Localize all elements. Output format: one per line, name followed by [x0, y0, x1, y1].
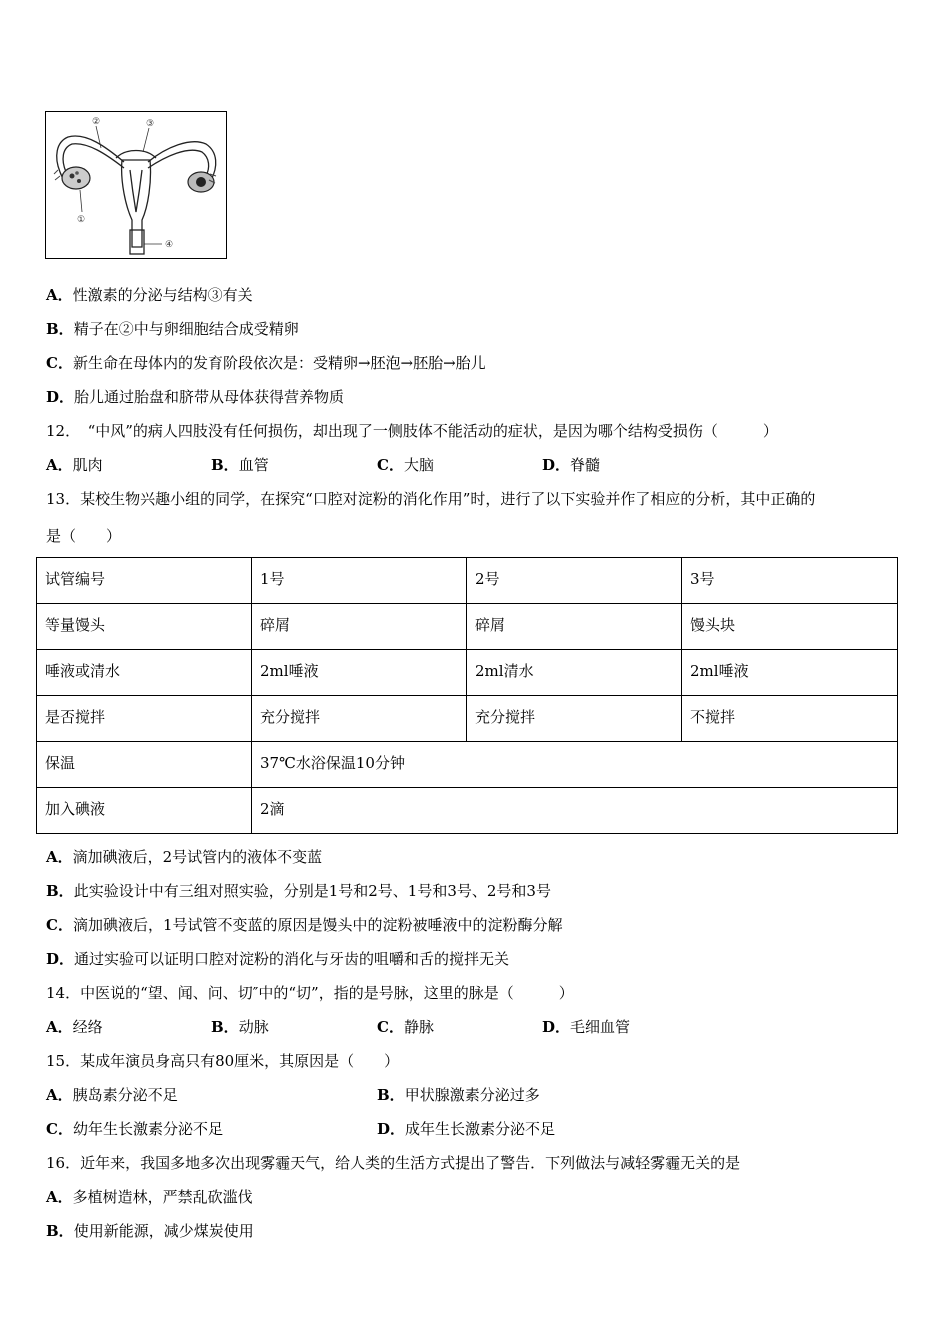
q13-stem-line2: 是（ ） — [46, 527, 122, 545]
figure-label-1: ① — [77, 215, 86, 225]
q12-option-b[interactable]: B．血管 — [211, 456, 269, 474]
table-cell: 2ml唾液 — [252, 650, 467, 696]
table-cell: 3号 — [682, 558, 898, 604]
q11-option-a[interactable]: A．性激素的分泌与结构③有关 — [46, 286, 253, 304]
q15-option-d[interactable]: D．成年生长激素分泌不足 — [377, 1120, 556, 1138]
q15-option-a[interactable]: A．胰岛素分泌不足 — [46, 1086, 178, 1104]
q16-option-b[interactable]: B．使用新能源，减少煤炭使用 — [46, 1222, 254, 1240]
table-cell: 充分搅拌 — [467, 696, 682, 742]
reproductive-system-figure — [45, 111, 227, 259]
q16-option-a[interactable]: A．多植树造林，严禁乱砍滥伐 — [46, 1188, 253, 1206]
q15-option-b[interactable]: B．甲状腺激素分泌过多 — [377, 1086, 540, 1104]
table-cell: 2ml唾液 — [682, 650, 898, 696]
q11-option-b[interactable]: B．精子在②中与卵细胞结合成受精卵 — [46, 320, 299, 338]
q12-option-c[interactable]: C．大脑 — [377, 456, 434, 474]
table-row — [37, 742, 898, 788]
q16-stem: 16．近年来，我国多地多次出现雾霾天气，给人类的生活方式提出了警告．下列做法与减轻雾霾无关的是 — [46, 1154, 741, 1172]
q14-option-b[interactable]: B．动脉 — [211, 1018, 269, 1036]
q14-stem: 14．中医说的“望、闻、问、切″中的“切”，指的是号脉，这里的脉是（ ） — [46, 984, 574, 1002]
q13-option-d[interactable]: D．通过实验可以证明口腔对淀粉的消化与牙齿的咀嚼和舌的搅拌无关 — [46, 950, 510, 968]
table-row — [37, 650, 898, 696]
table-cell: 1号 — [252, 558, 467, 604]
q13-option-a[interactable]: A．滴加碘液后，2号试管内的液体不变蓝 — [46, 848, 323, 866]
table-cell: 不搅拌 — [682, 696, 898, 742]
q12-stem: 12． “中风”的病人四肢没有任何损伤，却出现了一侧肢体不能活动的症状，是因为哪个结构受损伤（ ） — [46, 422, 778, 440]
table-row — [37, 696, 898, 742]
table-cell: 是否搅拌 — [37, 696, 252, 742]
q13-option-b[interactable]: B．此实验设计中有三组对照实验，分别是1号和2号、1号和3号、2号和3号 — [46, 882, 551, 900]
table-row — [37, 558, 898, 604]
q11-option-c[interactable]: C．新生命在母体内的发育阶段依次是：受精卵→胚泡→胚胎→胎儿 — [46, 354, 486, 372]
experiment-table — [36, 557, 898, 834]
q15-stem: 15．某成年演员身高只有80厘米，其原因是（ ） — [46, 1052, 400, 1070]
q14-option-a[interactable]: A．经络 — [46, 1018, 103, 1036]
table-cell: 唾液或清水 — [37, 650, 252, 696]
table-cell: 充分搅拌 — [252, 696, 467, 742]
q13-option-c[interactable]: C．滴加碘液后，1号试管不变蓝的原因是馒头中的淀粉被唾液中的淀粉酶分解 — [46, 916, 563, 934]
figure-label-2: ② — [92, 117, 101, 127]
q15-option-c[interactable]: C．幼年生长激素分泌不足 — [46, 1120, 223, 1138]
q14-option-d[interactable]: D．毛细血管 — [542, 1018, 631, 1036]
table-cell: 2滴 — [252, 788, 898, 834]
table-cell: 2号 — [467, 558, 682, 604]
q12-option-d[interactable]: D．脊髓 — [542, 456, 601, 474]
table-row — [37, 604, 898, 650]
table-cell: 馒头块 — [682, 604, 898, 650]
q12-option-a[interactable]: A．肌肉 — [46, 456, 103, 474]
table-cell: 等量馒头 — [37, 604, 252, 650]
q14-option-c[interactable]: C．静脉 — [377, 1018, 434, 1036]
table-cell: 37℃水浴保温10分钟 — [252, 742, 898, 788]
q11-option-d[interactable]: D．胎儿通过胎盘和脐带从母体获得营养物质 — [46, 388, 345, 406]
table-cell: 2ml清水 — [467, 650, 682, 696]
uterus-diagram — [46, 112, 226, 258]
table-cell: 碎屑 — [467, 604, 682, 650]
table-row — [37, 788, 898, 834]
table-cell: 加入碘液 — [37, 788, 252, 834]
figure-label-3: ③ — [146, 119, 155, 129]
table-cell: 试管编号 — [37, 558, 252, 604]
q13-stem-line1: 13．某校生物兴趣小组的同学，在探究“口腔对淀粉的消化作用”时，进行了以下实验并作了相应的分析，其中正确的 — [46, 490, 816, 508]
table-cell: 保温 — [37, 742, 252, 788]
figure-label-4: ④ — [165, 240, 174, 250]
table-cell: 碎屑 — [252, 604, 467, 650]
